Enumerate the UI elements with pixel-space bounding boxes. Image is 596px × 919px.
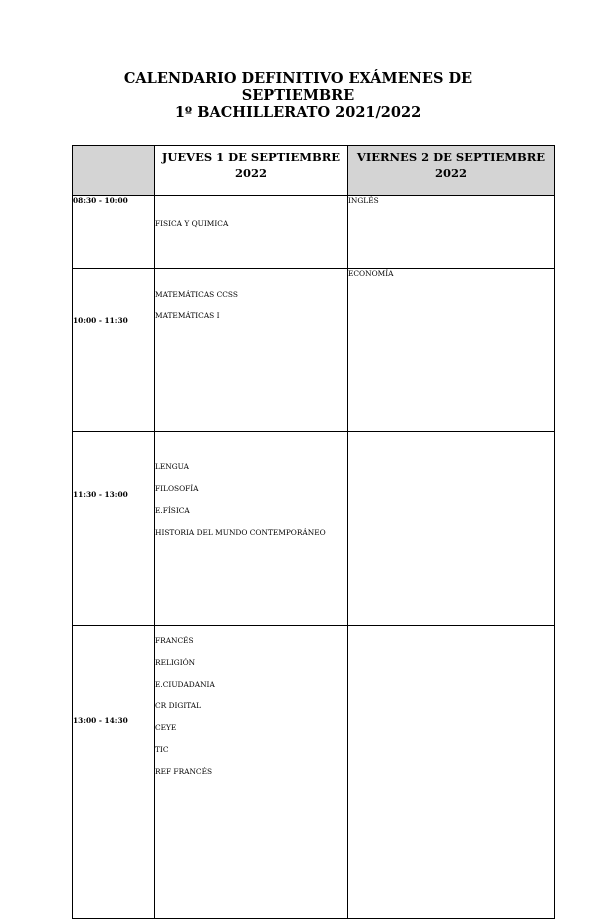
table-row [73, 626, 555, 919]
day-1-subjects [155, 432, 348, 626]
time-slot: 08:30 - 10:00 [73, 196, 155, 269]
header-corner-cell [73, 146, 155, 196]
subject-item: CEYE [155, 723, 177, 733]
day-2-subjects [348, 269, 555, 432]
table-row [73, 432, 555, 626]
day-1-subjects [155, 269, 348, 432]
table-row [73, 196, 555, 269]
subject-item: E.CIUDADANIA [155, 679, 215, 689]
day-1-subjects [155, 196, 348, 269]
subject-item: HISTORIA DEL MUNDO CONTEMPORÁNEO [155, 528, 326, 537]
subject-item: FRANCÉS [155, 636, 194, 645]
subject-item: LENGUA [155, 462, 190, 471]
header-day-1-label: JUEVES 1 DE SEPTIEMBRE 2022 [161, 150, 341, 180]
subject-item: INGLÉS [348, 196, 379, 205]
subject-item: MATEMÁTICAS I [155, 311, 220, 320]
header-day-2-label: VIERNES 2 DE SEPTIEMBRE 2022 [356, 150, 546, 180]
day-1-subjects [155, 626, 348, 919]
time-slot: 10:00 - 11:30 [73, 269, 155, 432]
subject-item: E.FÍSICA [155, 506, 190, 515]
day-2-subjects [348, 626, 555, 919]
title-line-1: CALENDARIO DEFINITIVO EXÁMENES DE [123, 70, 473, 87]
subject-item: FILOSOFÍA [155, 484, 199, 493]
day-2-subjects [348, 432, 555, 626]
subject-item: FISICA Y QUIMICA [155, 219, 229, 228]
header-day-1 [155, 146, 348, 196]
time-slot: 13:00 - 14:30 [73, 626, 155, 919]
day-2-subjects [348, 196, 555, 269]
header-row [73, 146, 555, 196]
time-slot: 11:30 - 13:00 [73, 432, 155, 626]
subject-item: CR DIGITAL [155, 701, 202, 711]
subject-item: ECONOMÍA [348, 269, 394, 278]
table-row [73, 269, 555, 432]
page-title [0, 70, 596, 121]
title-line-3: 1º BACHILLERATO 2021/2022 [174, 104, 422, 121]
subject-item: TIC [155, 744, 169, 754]
subject-item: MATEMÁTICAS CCSS [155, 290, 238, 299]
exam-calendar-table [72, 145, 555, 919]
header-day-2 [348, 146, 555, 196]
title-line-2: SEPTIEMBRE [241, 87, 355, 104]
subject-item: REF FRANCÉS [155, 766, 213, 776]
subject-item: RELIGIÓN [155, 657, 196, 667]
